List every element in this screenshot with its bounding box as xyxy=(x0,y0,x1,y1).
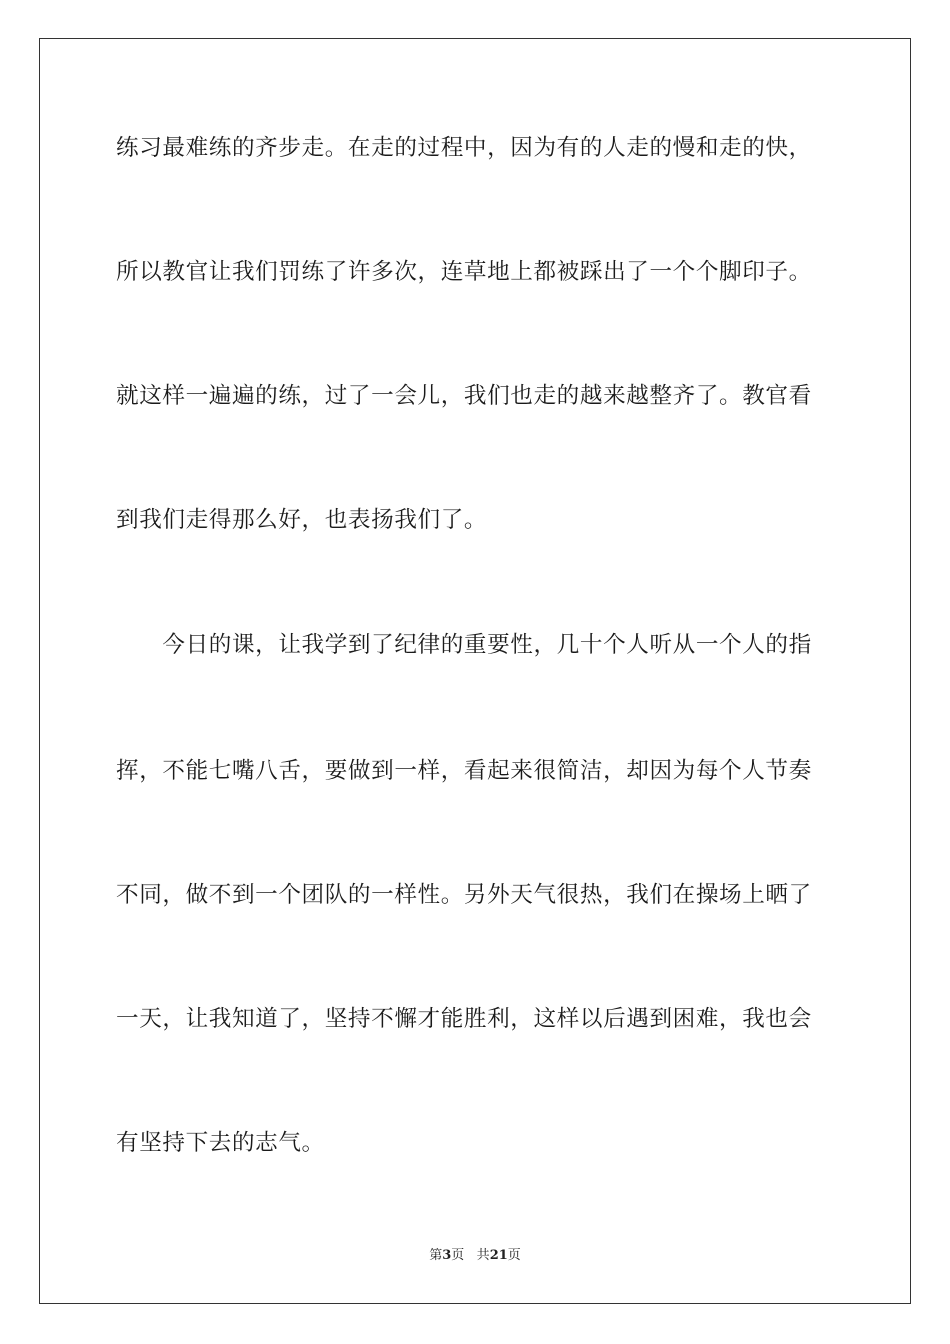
total-suffix: 页 xyxy=(507,1248,521,1263)
page-number: 3 xyxy=(442,1248,452,1263)
text-line: 练习最难练的齐步走。在走的过程中，因为有的人走的慢和走的快， xyxy=(116,135,812,161)
text-line: 一天，让我知道了，坚持不懈才能胜利，这样以后遇到困难，我也会 xyxy=(116,1006,812,1032)
page-footer xyxy=(0,1248,950,1264)
page-prefix: 第 xyxy=(429,1248,443,1263)
text-line: 不同，做不到一个团队的一样性。另外天气很热，我们在操场上晒了 xyxy=(116,882,812,908)
text-line: 到我们走得那么好，也表扬我们了。 xyxy=(116,507,488,533)
page-suffix: 页 xyxy=(451,1248,465,1263)
total-prefix: 共 xyxy=(476,1248,490,1263)
text-line: 挥，不能七嘴八舌，要做到一样，看起来很简洁，却因为每个人节奏 xyxy=(116,758,812,784)
text-line: 所以教官让我们罚练了许多次，连草地上都被踩出了一个个脚印子。 xyxy=(116,259,812,285)
text-line: 有坚持下去的志气。 xyxy=(116,1130,325,1156)
total-pages: 21 xyxy=(489,1248,508,1263)
text-line: 今日的课，让我学到了纪律的重要性，几十个人听从一个人的指 xyxy=(116,632,812,658)
text-line: 就这样一遍遍的练，过了一会儿，我们也走的越来越整齐了。教官看 xyxy=(116,383,812,409)
page-border xyxy=(39,38,911,1304)
